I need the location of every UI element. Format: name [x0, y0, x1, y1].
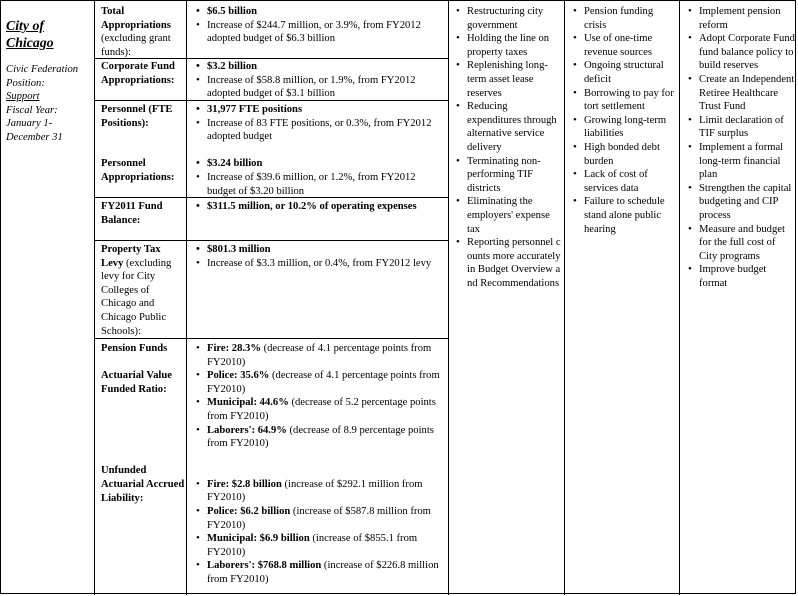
- fund-balance-values: [195, 200, 447, 214]
- list-item: • Terminating non-performing TIF districts: [455, 155, 563, 196]
- list-item: • Fire: 28.3% (decrease of 4.1 percentage points from FY2010): [195, 342, 447, 369]
- list-item: • Municipal: $6.9 billion (increase of $855.1 from FY2010): [195, 532, 447, 559]
- personnel-appropriations-label: Personnel Appropriations:: [101, 158, 175, 183]
- list-item: • Municipal: 44.6% (decrease of 5.2 percentage points from FY2010): [195, 396, 447, 423]
- list-item: • High bonded debt burden: [572, 141, 678, 168]
- list-item: • Police: $6.2 billion (increase of $587.8 million from FY2010): [195, 505, 447, 532]
- recommendations-column: [687, 5, 795, 290]
- list-item: • Ongoing structural deficit: [572, 59, 678, 86]
- column-divider: [448, 1, 449, 595]
- property-tax-label: Property Tax Levy (excluding levy for City Colleges of Chicago and Chicago Public Schools):: [101, 244, 172, 337]
- list-item: • Increase of $244.7 million, or 3.9%, from FY2012 adopted budget of $6.3 billion: [195, 19, 447, 46]
- list-item: • Failure to schedule stand alone public hearing: [572, 195, 678, 236]
- list-item: • Increase of $3.3 million, or 0.4%, from FY2012 levy: [195, 257, 447, 271]
- fund-balance-label: FY2011 Fund Balance:: [101, 201, 163, 226]
- funded-ratio-label: Actuarial Value Funded Ratio:: [101, 370, 172, 395]
- list-item: • $6.5 billion: [195, 5, 447, 19]
- concerns-column: [572, 5, 678, 236]
- list-item: • Limit declaration of TIF surplus: [687, 114, 795, 141]
- city-info: [6, 17, 92, 145]
- list-item: • Use of one-time revenue sources: [572, 32, 678, 59]
- column-divider: [564, 1, 565, 595]
- row-divider: [95, 240, 449, 241]
- list-item: • Implement pension reform: [687, 5, 795, 32]
- list-item: • Implement a formal long-term financial plan: [687, 141, 795, 182]
- list-item: • Replenishing long-term asset lease reserves: [455, 59, 563, 100]
- list-item: • $311.5 million, or 10.2% of operating expenses: [195, 200, 447, 214]
- fiscal-year: Fiscal Year: January 1- December 31: [6, 104, 63, 143]
- strengths-column: [455, 5, 563, 290]
- list-item: • Increase of $39.6 million, or 1.2%, from FY2012 budget of $3.20 billion: [195, 171, 447, 198]
- position-label: Civic Federation Position:: [6, 64, 79, 89]
- property-tax-values: [195, 243, 447, 270]
- total-appropriations-label: Total Appropriations (excluding grant funds):: [101, 6, 171, 58]
- list-item: • Borrowing to pay for tort settlement: [572, 87, 678, 114]
- list-item: • Improve budget format: [687, 263, 795, 290]
- column-divider: [679, 1, 680, 595]
- list-item: • Eliminating the employers' expense tax: [455, 195, 563, 236]
- list-item: • Strengthen the capital budgeting and CIP process: [687, 182, 795, 223]
- column-divider: [186, 1, 187, 595]
- list-item: • Growing long-term liabilities: [572, 114, 678, 141]
- pension-label: Pension Funds Actuarial Value Funded Ratio: Unfunded Actuarial Accrued Liability:: [101, 343, 185, 504]
- list-item: • Restructuring city government: [455, 5, 563, 32]
- total-appropriations-values: [195, 5, 447, 46]
- list-item: • Adopt Corporate Fund fund balance policy to build reserves: [687, 32, 795, 73]
- corporate-fund-values: [195, 60, 447, 101]
- personnel-label: Personnel (FTE Positions): Personnel Appropriations:: [101, 103, 185, 184]
- list-item: • Measure and budget for the full cost of City programs: [687, 223, 795, 264]
- list-item: • $801.3 million: [195, 243, 447, 257]
- pension-values: [195, 342, 447, 587]
- list-item: • $3.2 billion: [195, 60, 447, 74]
- personnel-values: [195, 103, 447, 198]
- unfunded-liability-label: Unfunded Actuarial Accrued Liability:: [101, 465, 185, 504]
- corporate-fund-label: Corporate Fund Appropriations:: [101, 61, 175, 86]
- list-item: • Holding the line on property taxes: [455, 32, 563, 59]
- list-item: • Lack of cost of services data: [572, 168, 678, 195]
- list-item: • 31,977 FTE positions: [195, 103, 447, 117]
- position-value: Support: [6, 91, 40, 103]
- list-item: • Laborers': $768.8 million (increase of $226.8 million from FY2010): [195, 559, 447, 586]
- list-item: • Pension funding crisis: [572, 5, 678, 32]
- list-item: • $3.24 billion: [195, 157, 447, 171]
- list-item: • Fire: $2.8 billion (increase of $292.1 million from FY2010): [195, 478, 447, 505]
- column-divider: [94, 1, 95, 595]
- list-item: • Increase of $58.8 million, or 1.9%, from FY2012 adopted budget of $3.1 billion: [195, 74, 447, 101]
- list-item: • Reducing expenditures through alternative service delivery: [455, 100, 563, 154]
- list-item: • Create an Independent Retiree Healthcare Trust Fund: [687, 73, 795, 114]
- city-name: City of Chicago: [6, 18, 54, 50]
- list-item: • Laborers': 64.9% (decrease of 8.9 percentage points from FY2010): [195, 424, 447, 451]
- list-item: • Reporting personnel counts more accurately in Budget Overview and Recommendations: [455, 236, 563, 290]
- list-item: • Police: 35.6% (decrease of 4.1 percentage points from FY2010): [195, 369, 447, 396]
- list-item: • Increase of 83 FTE positions, or 0.3%, from FY2012 adopted budget: [195, 117, 447, 144]
